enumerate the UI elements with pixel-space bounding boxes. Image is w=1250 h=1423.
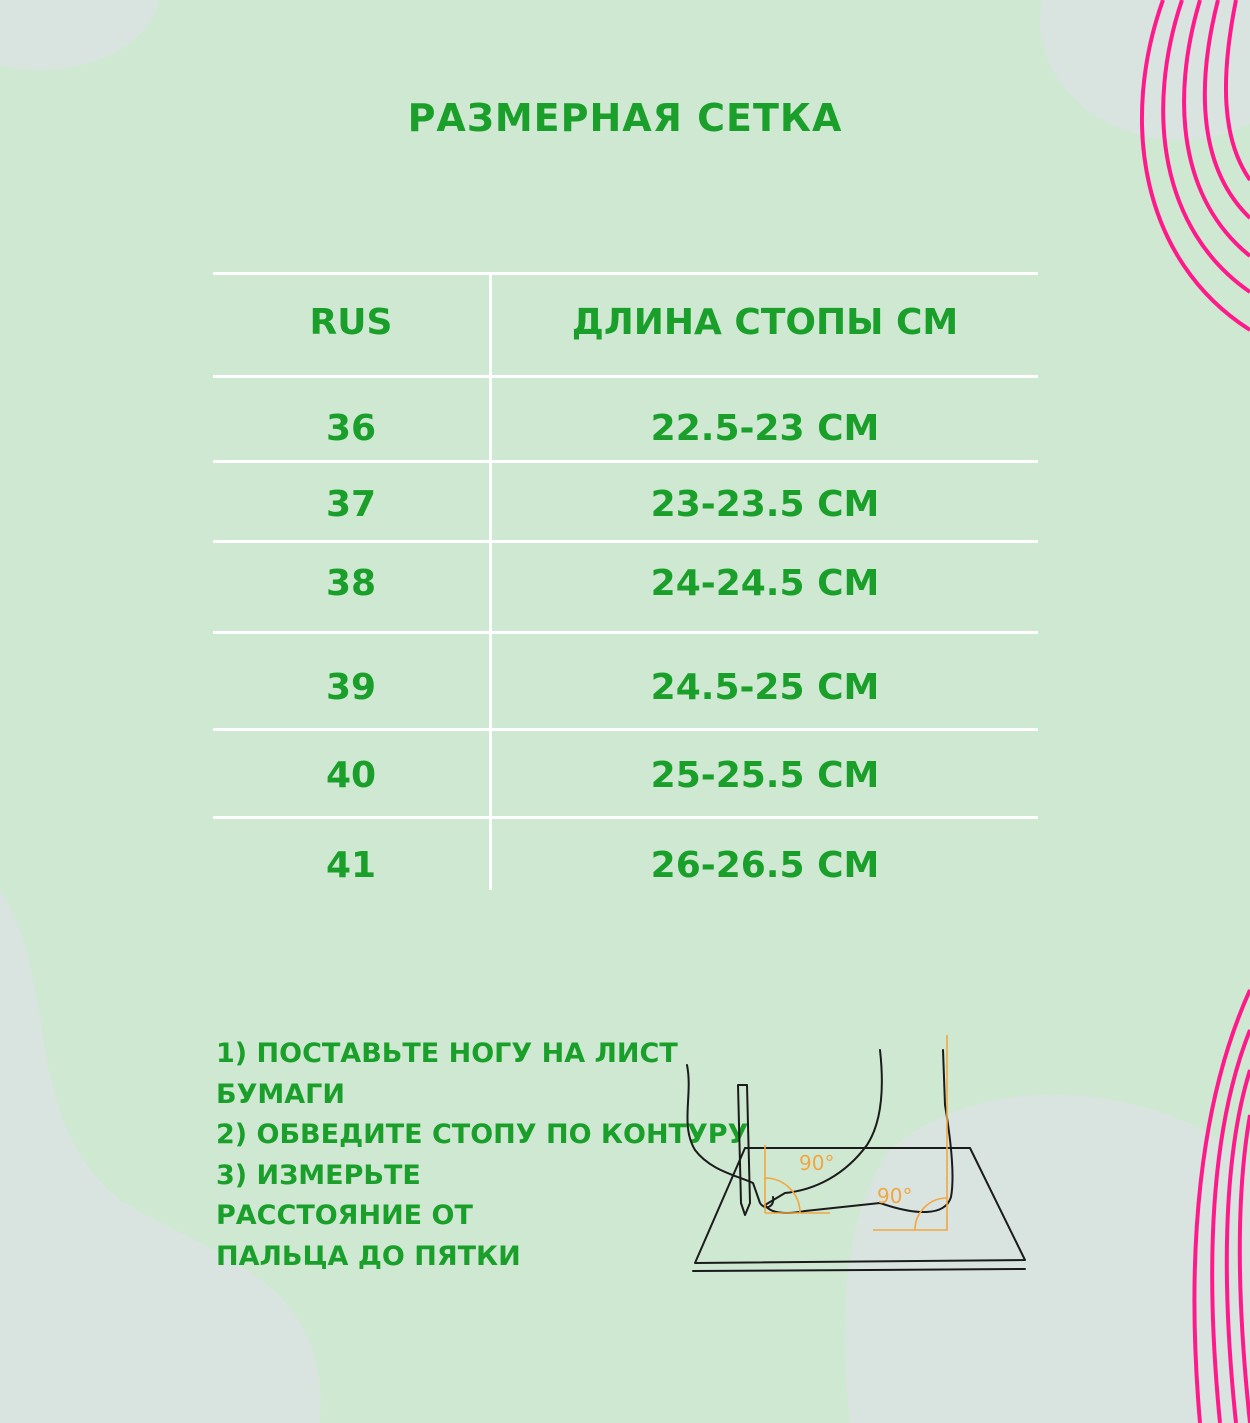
instruction-line: БУМАГИ [216, 1078, 345, 1110]
table-line-row5 [213, 816, 1038, 819]
instruction-line: ПАЛЬЦА ДО ПЯТКИ [216, 1240, 521, 1272]
instruction-line: 2) ОБВЕДИТЕ СТОПУ ПО КОНТУРУ [216, 1119, 749, 1151]
angle-arc-heel [915, 1198, 947, 1230]
table-row-length: 23-23.5 СМ [650, 484, 880, 525]
table-line-row4 [213, 728, 1038, 731]
table-row-length: 24.5-25 СМ [650, 667, 880, 708]
angle-label-toe: 90° [799, 1151, 835, 1175]
angle-label-heel: 90° [877, 1184, 913, 1208]
instruction-line: 1) ПОСТАВЬТЕ НОГУ НА ЛИСТ [216, 1038, 678, 1069]
table-line-row3 [213, 631, 1038, 634]
paper-edge [693, 1269, 1025, 1271]
table-row-length: 25-25.5 СМ [650, 755, 880, 796]
table-row-size: 37 [325, 484, 377, 525]
table-row-size: 41 [325, 845, 377, 886]
table-line-header [213, 375, 1038, 378]
instruction-line: РАССТОЯНИЕ ОТ [216, 1200, 473, 1232]
table-row-size: 36 [325, 408, 377, 449]
table-row-length: 22.5-23 СМ [650, 408, 880, 449]
foot-outline [765, 1050, 952, 1213]
measuring-instructions [216, 1034, 749, 1278]
page-title: РАЗМЕРНАЯ СЕТКА [407, 96, 843, 140]
blob-top-left [0, 0, 160, 70]
header-rus: RUS [309, 302, 393, 343]
table-line-top [213, 272, 1038, 275]
instruction-line: 3) ИЗМЕРЬТЕ [216, 1159, 421, 1191]
header-foot-length: ДЛИНА СТОПЫ СМ [571, 302, 959, 343]
table-row-size: 38 [325, 563, 377, 604]
hand-outline [687, 1065, 773, 1207]
table-row-length: 24-24.5 СМ [650, 563, 880, 604]
table-row-length: 26-26.5 СМ [650, 845, 880, 886]
table-line-row1 [213, 460, 1038, 463]
table-row-size: 39 [325, 667, 377, 708]
table-line-row2 [213, 540, 1038, 543]
foot-tracing-illustration [675, 1025, 1040, 1280]
table-row-size: 40 [325, 755, 377, 796]
